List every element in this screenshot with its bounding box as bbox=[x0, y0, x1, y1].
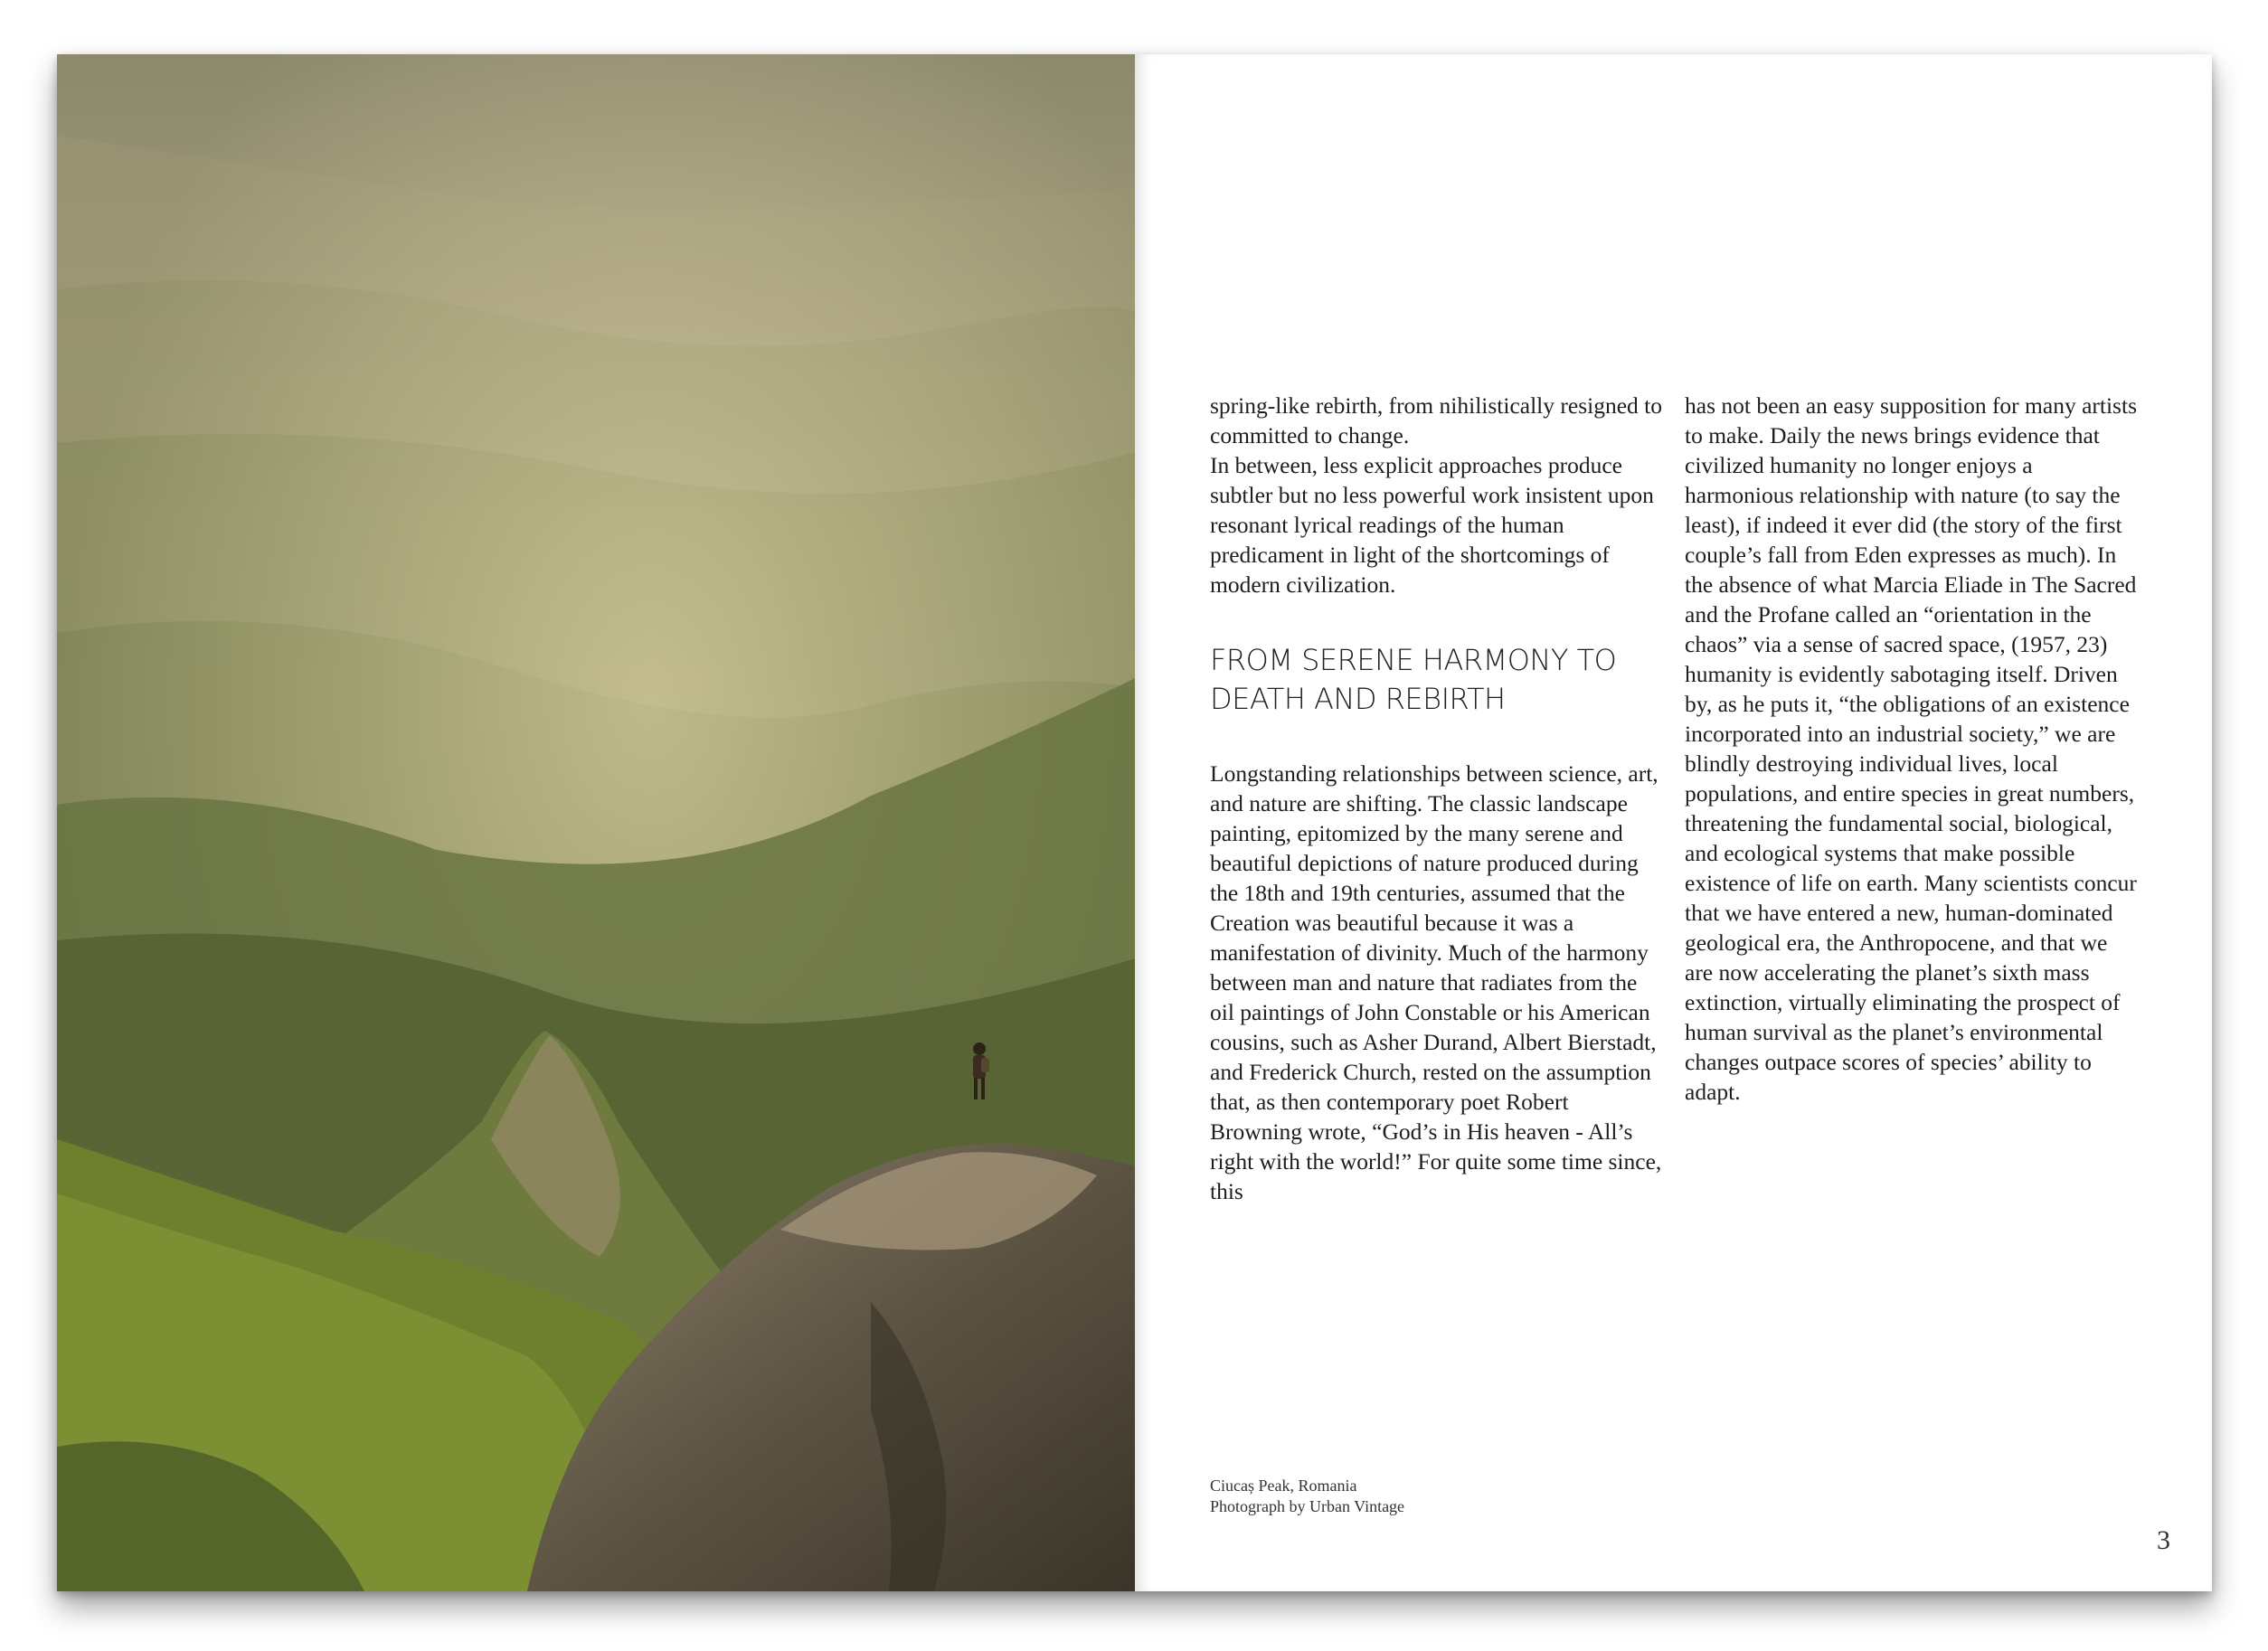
section-heading: FROM SERENE HARMONY TO DEATH AND REBIRTH bbox=[1210, 643, 1617, 716]
text-page bbox=[1135, 54, 2212, 1591]
caption-credit: Photograph by Urban Vintage bbox=[1210, 1497, 1405, 1515]
paragraph: In between, less explicit approaches produce subtler but no less powerful work insistent upon resonant lyrical readings of the human predicament in light of the shortcomings of modern civilization. bbox=[1210, 452, 1654, 598]
intro-paragraph: spring-like rebirth, from nihilistically resigned to committed to change. bbox=[1210, 392, 1662, 448]
landscape-illustration bbox=[57, 54, 1135, 1591]
photo-caption bbox=[1210, 1476, 1404, 1517]
text-column-right bbox=[1685, 391, 2137, 1107]
paragraph: Longstanding relationships between science, art, and nature are shifting. The classic landscape painting, epitomized by the many serene and beautiful depictions of nature produced during the 18th and 19th centuries, assumed that the Creation was beautiful because it was a manifestation of divinity. Much of the harmony between man and nature that radiates from the oil paintings of John Constable or his American cousins, such as Asher Durand, Albert Bierstadt, and Frederick Church, rested on the assumption that, as then contemporary poet Robert Browning wrote, “God’s in His heaven - All’s right with the world!” For quite some time since, this bbox=[1210, 760, 1662, 1204]
paragraph: has not been an easy supposition for many artists to make. Daily the news brings evidence that civilized humanity no longer enjoys a harmonious relationship with nature (to say the least), if indeed it ever did (the story of the first couple’s fall from Eden expresses as much). In the absence of what Marcia Eliade in The Sacred and the Profane called an “orientation in the chaos” via a sense of sacred space, (1957, 23) humanity is evidently sabotaging itself. Driven by, as he puts it, “the obligations of an existence incorporated into an industrial society,” we are blindly destroying individual lives, local populations, and entire species in great numbers, threatening the fundamental social, biological, and ecological systems that make possible existence of life on earth. Many scientists concur that we have entered a new, human-dominated geological era, the Anthropocene, and that we are now accelerating the planet’s sixth mass extinction, virtually eliminating the prospect of human survival as the planet’s environmental changes outpace scores of species’ ability to adapt. bbox=[1685, 392, 2137, 1105]
caption-location: Ciucaș Peak, Romania bbox=[1210, 1476, 1357, 1495]
magazine-spread bbox=[57, 54, 2212, 1591]
landscape-photo bbox=[57, 54, 1135, 1591]
text-column-left bbox=[1210, 391, 1662, 1206]
page-number: 3 bbox=[2157, 1525, 2170, 1555]
